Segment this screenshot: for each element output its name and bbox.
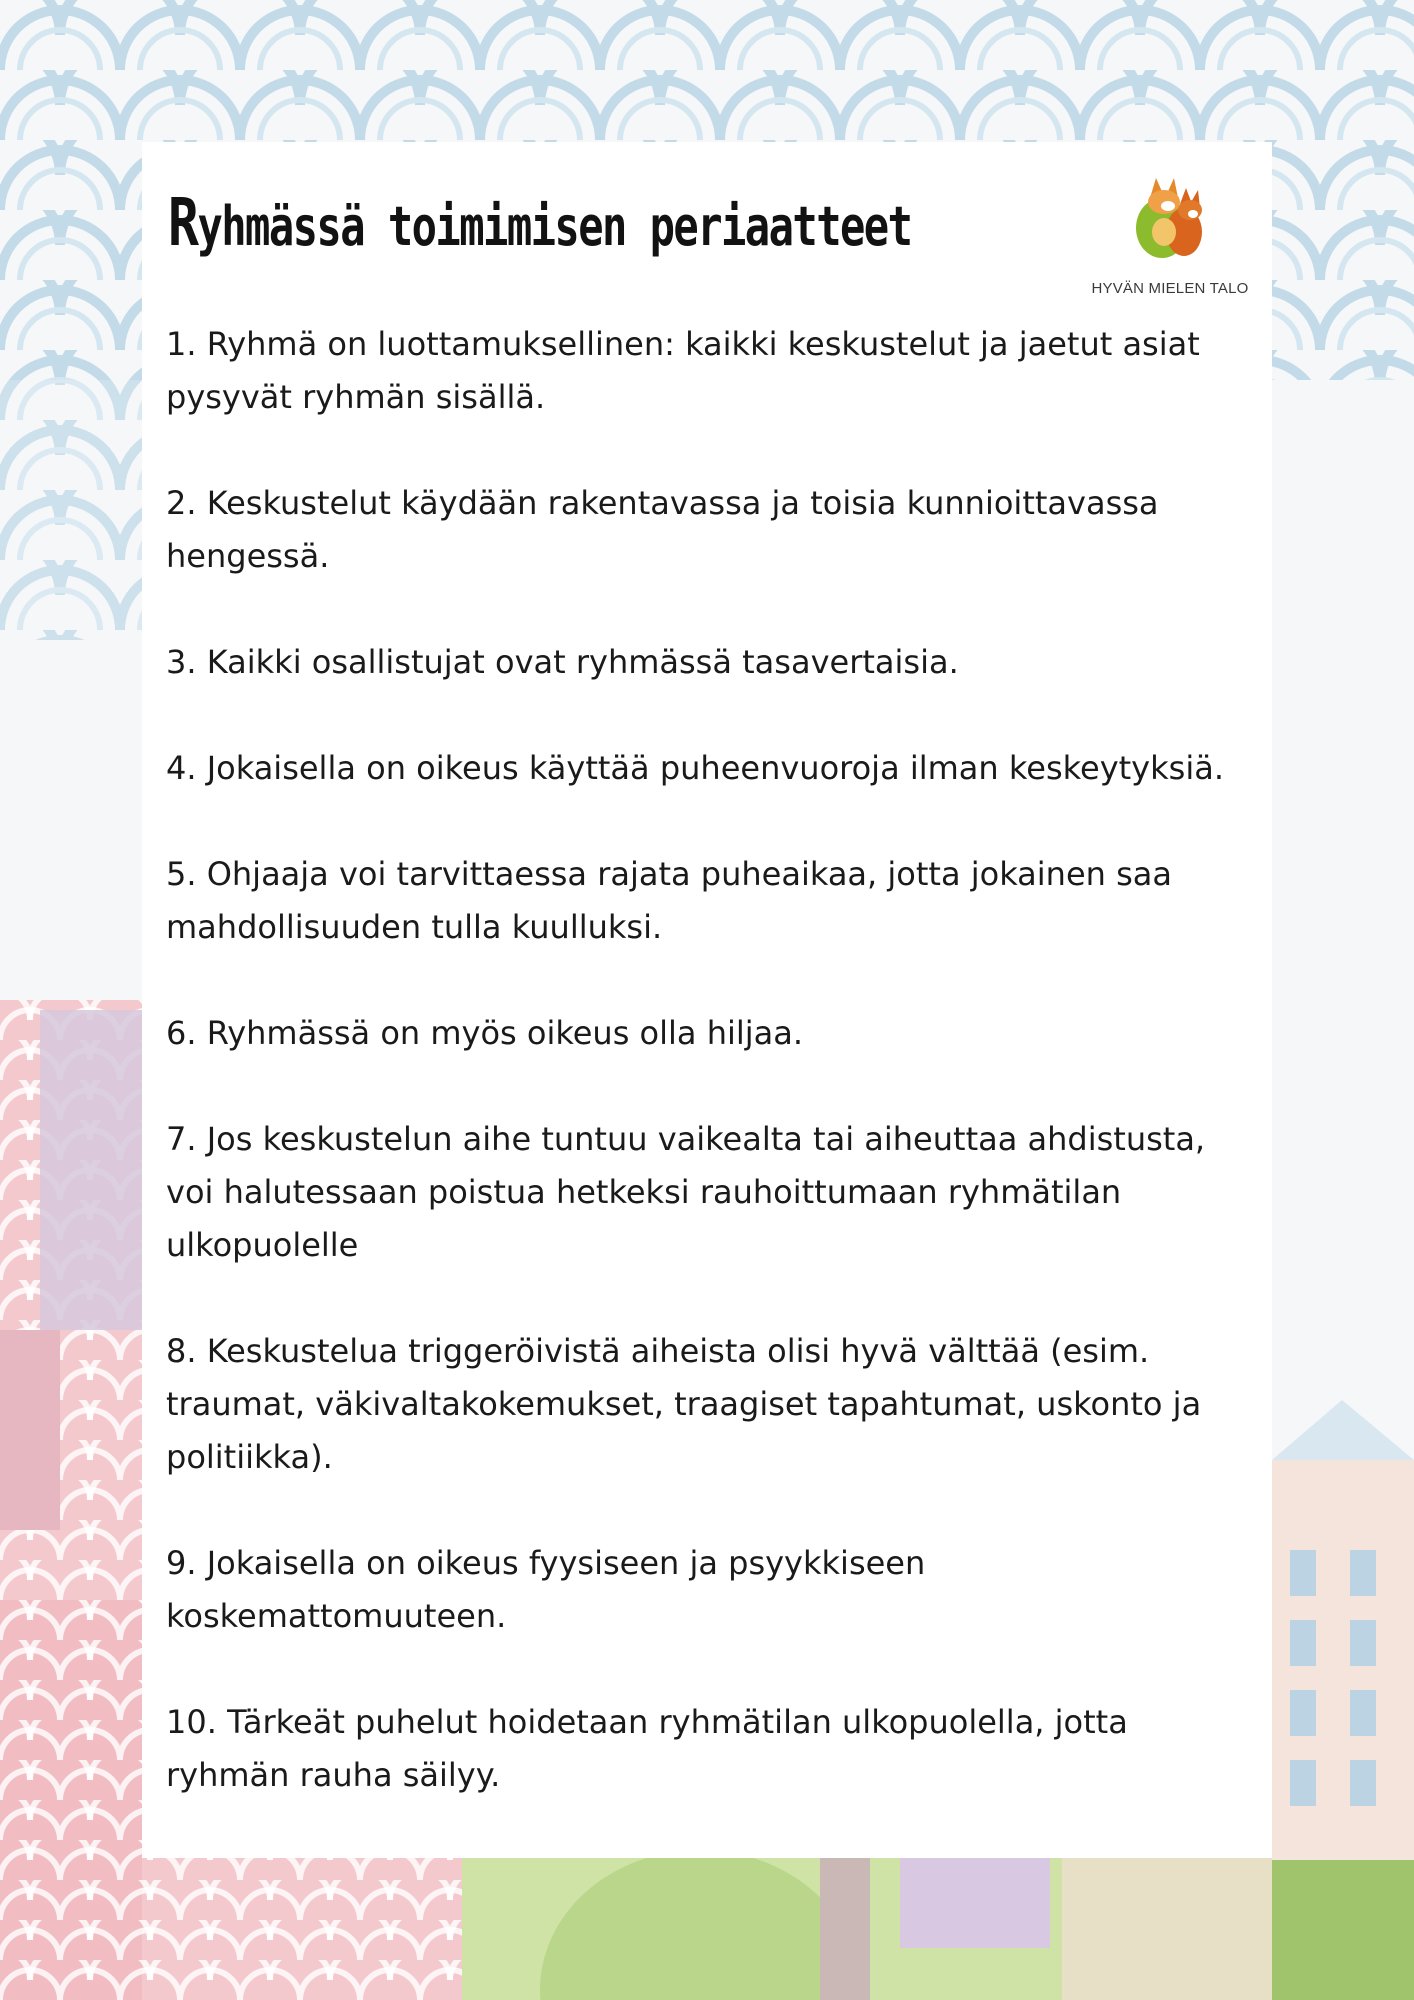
- fox-hug-logo-icon: [1120, 160, 1220, 270]
- rules-card: [142, 142, 1272, 1858]
- rule-item: 4. Jokaisella on oikeus käyttää puheenvuoroja ilman keskeytyksiä.: [166, 749, 1224, 787]
- rule-item: 8. Keskustelua triggeröivistä aiheista olisi hyvä välttää (esim. traumat, väkivaltakokemukset, traagiset tapahtumat, uskonto ja politiikka).: [166, 1332, 1202, 1476]
- rule-item: 1. Ryhmä on luottamuksellinen: kaikki keskustelut ja jaetut asiat pysyvät ryhmän sisällä.: [166, 325, 1200, 416]
- rule-item: 9. Jokaisella on oikeus fyysiseen ja psyykkiseen koskemattomuuteen.: [166, 1544, 926, 1635]
- logo-text: HYVÄN MIELEN TALO: [1091, 280, 1249, 297]
- title-text: yhmässä toimimisen periaatteet: [197, 195, 912, 258]
- rule-item: 6. Ryhmässä on myös oikeus olla hiljaa.: [166, 1014, 804, 1052]
- rule-item: 7. Jos keskustelun aihe tuntuu vaikealta tai aiheuttaa ahdistusta, voi halutessaan poistua hetkeksi rauhoittumaan ryhmätilan ulkopuolelle: [166, 1120, 1206, 1264]
- page-title: [168, 184, 911, 261]
- rule-item: 3. Kaikki osallistujat ovat ryhmässä tasavertaisia.: [166, 643, 959, 681]
- rule-item: 5. Ohjaaja voi tarvittaessa rajata puheaikaa, jotta jokainen saa mahdollisuuden tulla kuulluksi.: [166, 855, 1172, 946]
- rules-list: [166, 318, 1256, 1855]
- logo: [1080, 160, 1260, 300]
- rule-item: 10. Tärkeät puhelut hoidetaan ryhmätilan ulkopuolella, jotta ryhmän rauha säilyy.: [166, 1703, 1128, 1794]
- title-initial: R: [168, 184, 198, 261]
- rule-item: 2. Keskustelut käydään rakentavassa ja toisia kunnioittavassa hengessä.: [166, 484, 1159, 575]
